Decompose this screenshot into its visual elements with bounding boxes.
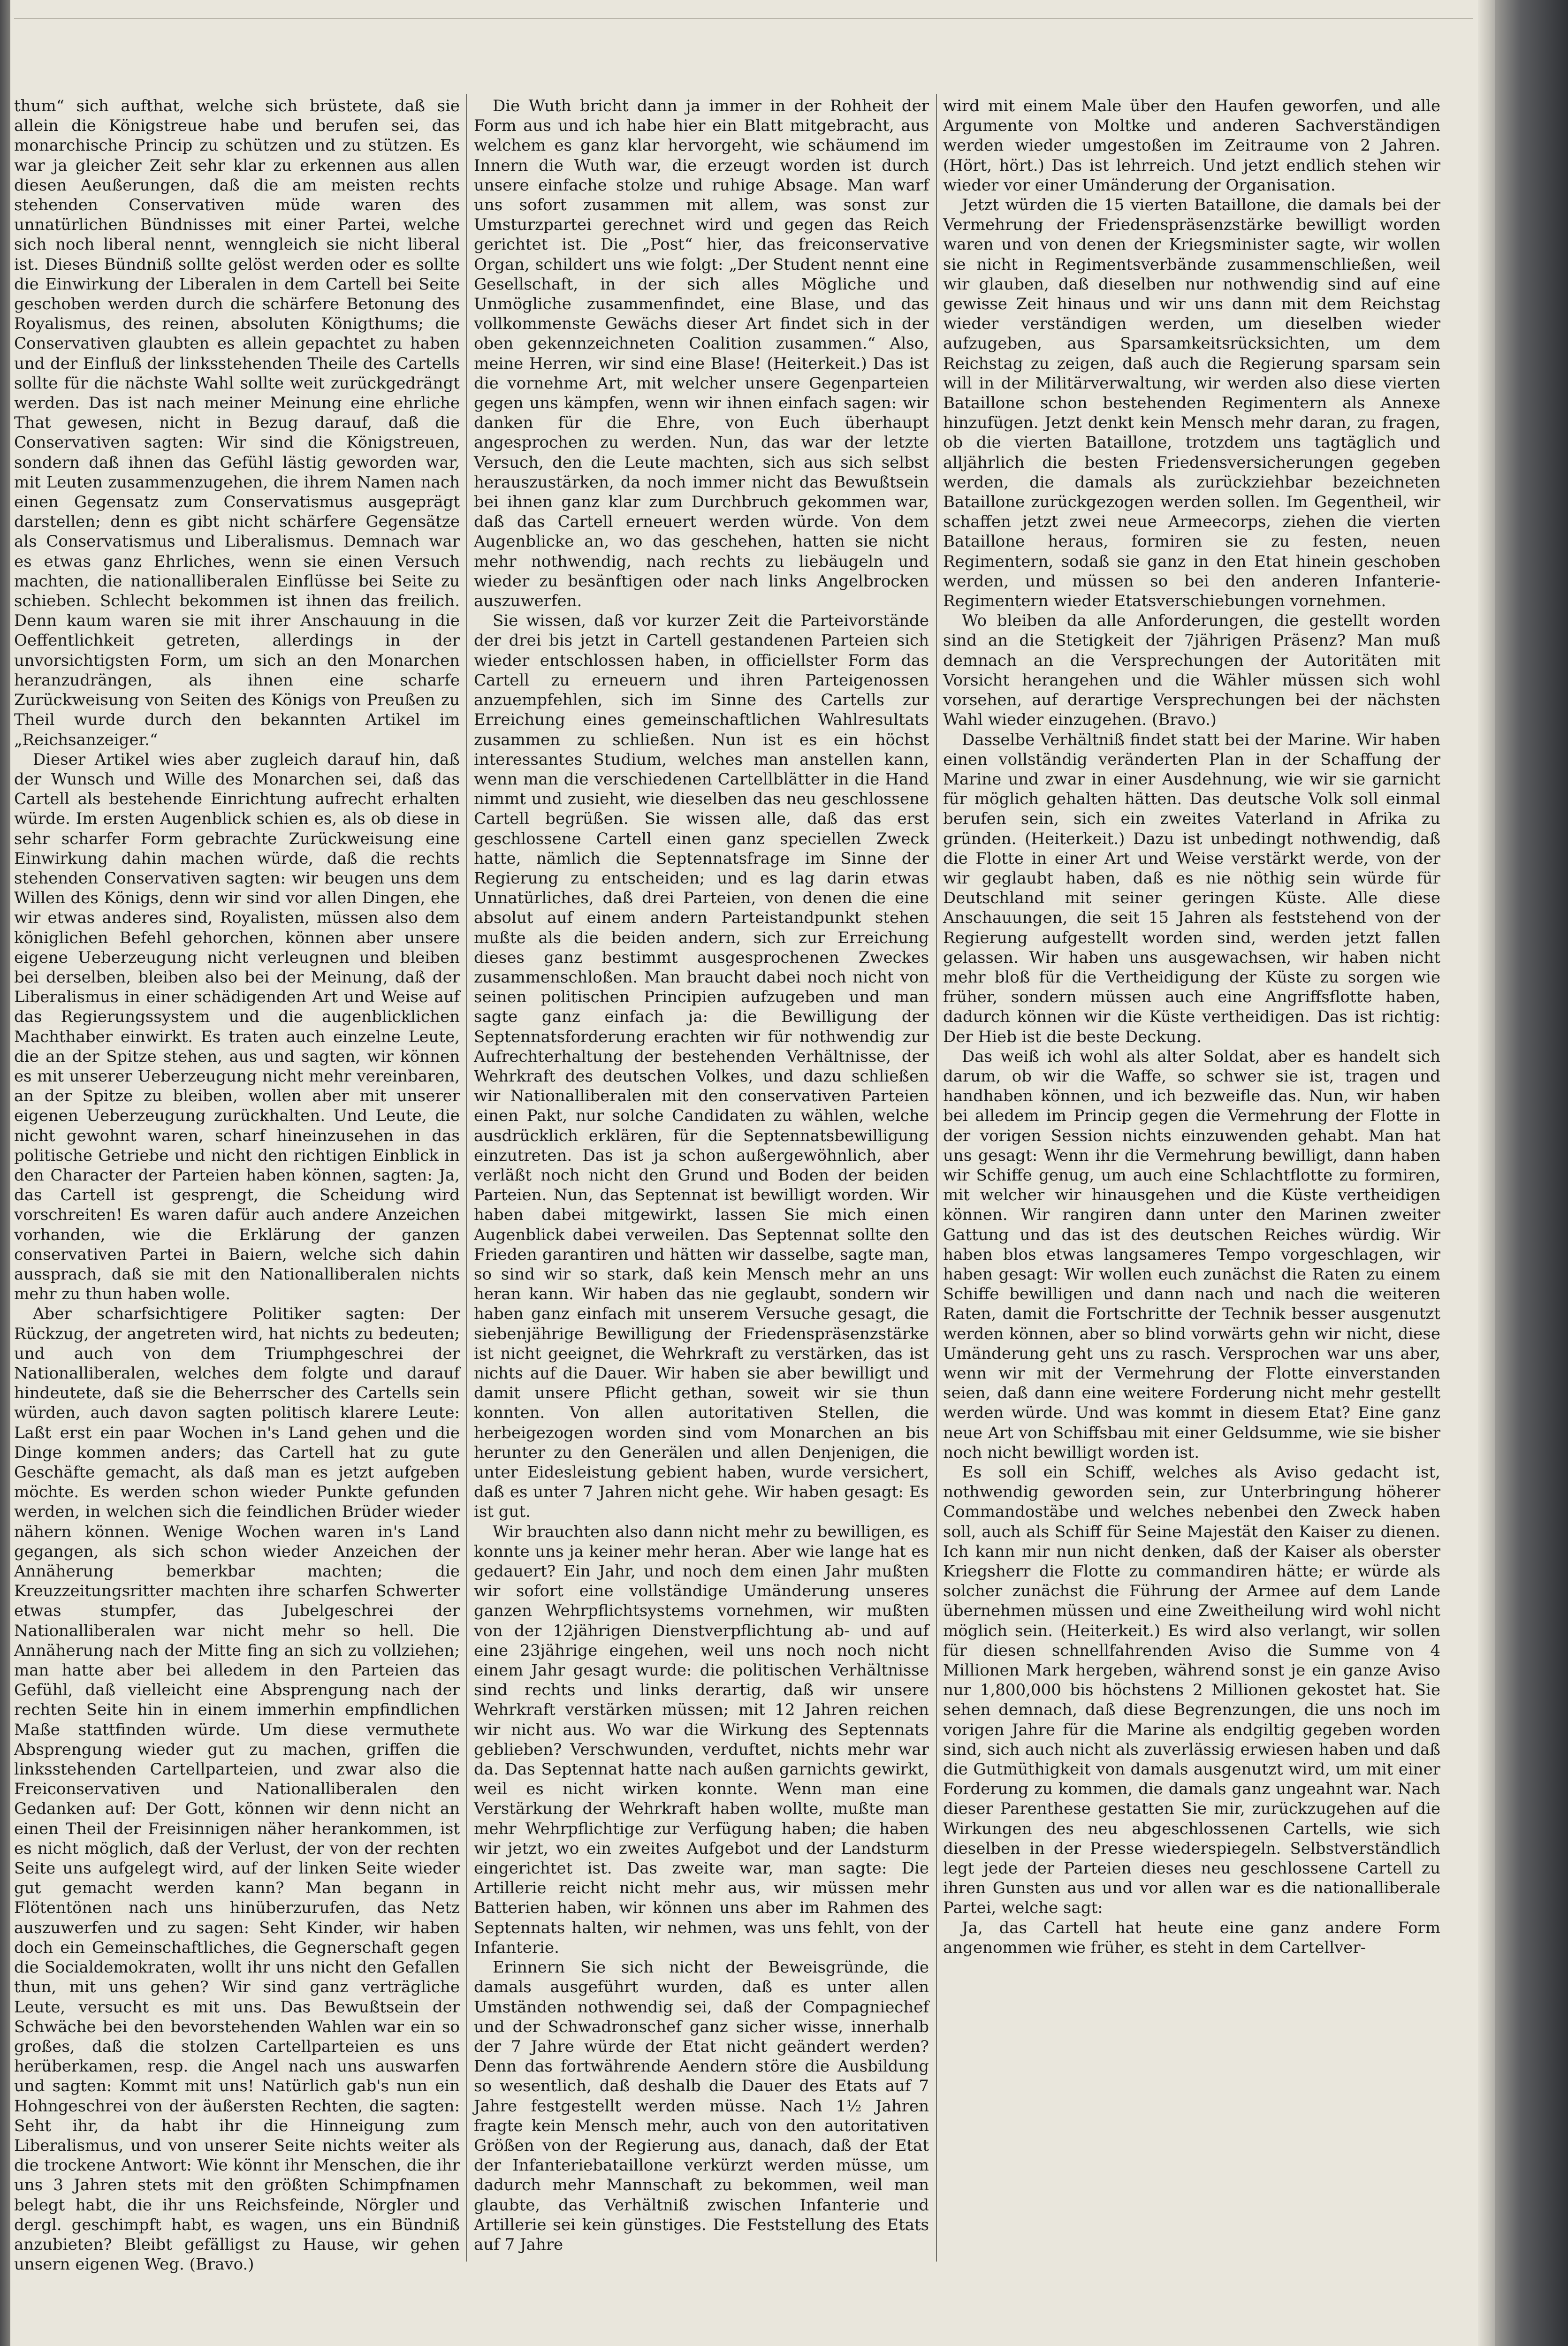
column-3-paragraph-7: Ja, das Cartell hat heute eine ganz andere Form angenommen wie früher, es steht in dem Cartellver- bbox=[943, 1918, 1440, 1957]
column-1-paragraph-1: thum“ sich aufthat, welche sich brüstete, daß sie allein die Königstreue habe und berufen sei, das monarchische Princip zu schützen und zu stützen. Es war ja gleicher Zeit sehr klar zu erkennen aus allen diesen Aeußerungen, daß die am meisten rechts stehenden Conservativen müde waren des unnatürlichen Bündnisses mit einer Partei, welche sich noch liberal nennt, wenngleich sie nicht liberal ist. Dieses Bündniß sollte gelöst werden oder es sollte die Einwirkung der Liberalen in dem Cartell bei Seite geschoben werden durch die schärfere Betonung des Royalismus, des reinen, absoluten Königthums; die Conservativen glaubten es allein gepachtet zu haben und der Einfluß der linksstehenden Theile des Cartells sollte für die nächste Wahl sollte weit zurückgedrängt werden. Das ist nach meiner Meinung eine ehrliche That gewesen, nicht in Bezug darauf, daß die Conservativen sagten: Wir sind die Königstreuen, sondern daß ihnen das Gefühl lästig geworden war, mit Leuten zusammenzugehen, die ihrem Namen nach einen Gegensatz zum Conservatismus ausgeprägt darstellen; denn es gibt nicht schärfere Gegensätze als Conservatismus und Liberalismus. Demnach war es etwas ganz Ehrliches, wenn sie einen Versuch machten, die nationalliberalen Einflüsse bei Seite zu schieben. Schlecht bekommen ist ihnen das freilich. Denn kaum waren sie mit ihrer Anschauung in die Oeffentlichkeit getreten, allerdings in der unvorsichtigsten Form, um sich an den Monarchen heranzudrängen, als ihnen eine scharfe Zurückweisung von Seiten des Königs von Preußen zu Theil wurde durch den bekannten Artikel im „Reichsanzeiger.“ bbox=[14, 97, 460, 749]
text-column-2 bbox=[474, 96, 929, 2255]
column-3-paragraph-2: Jetzt würden die 15 vierten Bataillone, die damals bei der Vermehrung der Friedenspräsenzstärke bewilligt worden waren und von denen der Kriegsminister sagte, wir wollen sie nicht in Regimentsverbände zusammenschließen, weil wir glauben, daß dieselben nur nothwendig sind auf eine gewisse Zeit hinaus und wir uns dann mit dem Reichstag wieder verständigen werden, um dieselben wieder aufzugeben, aus Sparsamkeitsrücksichten, um dem Reichstag zu zeigen, daß auch die Regierung sparsam sein will in der Militärverwaltung, wir werden also diese vierten Bataillone schon bestehenden Regimentern als Annexe hinzufügen. Jetzt denkt kein Mensch mehr daran, zu fragen, ob die vierten Bataillone, trotzdem uns tagtäglich und alljährlich die besten Friedensversicherungen gegeben werden, die damals als zurückziehbar bezeichneten Bataillone zurückgezogen werden sollen. Im Gegentheil, wir schaffen jetzt zwei neue Armeecorps, ziehen die vierten Bataillone heraus, formiren sie zu festen, neuen Regimentern, sodaß sie ganz in den Etat hinein geschoben werden, und müssen so bei den anderen Infanterie-Regimentern wieder Etatsverschiebungen vornehmen. bbox=[943, 196, 1440, 611]
column-3-paragraph-6: Es soll ein Schiff, welches als Aviso gedacht ist, nothwendig geworden sein, zur Unterbringung höherer Commandostäbe und welches nebenbei den Zweck haben soll, auch als Schiff für Seine Majestät den Kaiser zu dienen. Ich kann mir nun nicht denken, daß der Kaiser als oberster Kriegsherr die Flotte zu commandiren hätte; er würde als solcher zunächst die Führung der Armee auf dem Lande übernehmen müssen und eine Zweitheilung wird wohl nicht möglich sein. (Heiterkeit.) Es wird also verlangt, wir sollen für diesen schnellfahrenden Aviso die Summe von 4 Millionen Mark hergeben, während sonst je ein ganze Aviso nur 1,800,000 bis höchstens 2 Millionen gekostet hat. Sie sehen demnach, daß diese Begrenzungen, die uns noch im vorigen Jahre für die Marine als endgiltig gegeben worden sind, sich auch nicht als zuverlässig erwiesen haben und daß die Gutmüthigkeit von damals ausgenutzt wird, um mit einer Forderung zu kommen, die damals ganz ungeahnt war. Nach dieser Parenthese gestatten Sie mir, zurückzugehen auf die Wirkungen des neu abgeschlossenen Cartells, wie sich dieselben in der Presse wiederspiegeln. Selbstverständlich legt jede der Parteien dieses neu geschlossene Cartell zu ihren Gunsten aus und vor allen war es die nationalliberale Partei, welche sagt: bbox=[943, 1463, 1440, 1918]
header-rule bbox=[14, 18, 1473, 19]
column-2-paragraph-3: Wir brauchten also dann nicht mehr zu bewilligen, es konnte uns ja keiner mehr heran. Aber wie lange hat es gedauert? Ein Jahr, und noch dem einen Jahr mußten wir sofort eine vollständige Umänderung unseres ganzen Wehrpflichtsystems vornehmen, wir mußten von der 12jährigen Dienstverpflichtung ab- und auf eine 23jährige eingehen, weil uns noch noch nicht einem Jahr gesagt wurde: die politischen Verhältnisse sind rechts und links derartig, daß wir unsere Wehrkraft verstärken müssen; mit 12 Jahren reichen wir nicht aus. Wo war die Wirkung des Septennats geblieben? Verschwunden, verduftet, nichts mehr war da. Das Septennat hatte nach außen garnichts gewirkt, weil es nicht wirken konnte. Wenn man eine Verstärkung der Wehrkraft haben wollte, mußte man mehr Wehrpflichtige zur Verfügung haben; die haben wir jetzt, wo ein zweites Aufgebot und der Landsturm eingerichtet ist. Das zweite war, man sagte: Die Artillerie reicht nicht mehr aus, wir müssen mehr Batterien haben, wir können uns aber im Rahmen des Septennats halten, wir nehmen, was uns fehlt, von der Infanterie. bbox=[474, 1522, 929, 1957]
column-3-paragraph-3: Wo bleiben da alle Anforderungen, die gestellt worden sind an die Stetigkeit der 7jährigen Präsenz? Man muß demnach an die Versprechungen der Autoritäten mit Vorsicht herangehen und die Wähler müssen sich wohl vorsehen, auf derartige Versprechungen bei der nächsten Wahl wieder einzugehen. (Bravo.) bbox=[943, 611, 1440, 730]
text-column-3 bbox=[943, 96, 1440, 2255]
column-1-paragraph-2: Dieser Artikel wies aber zugleich darauf hin, daß der Wunsch und Wille des Monarchen sei, daß das Cartell als bestehende Einrichtung aufrecht erhalten würde. Im ersten Augenblick schien es, als ob diese in sehr scharfer Form gebrachte Zurückweisung eine Einwirkung dahin machen würde, daß die rechts stehenden Conservativen sagten: wir beugen uns dem Willen des Königs, denn wir sind vor allen Dingen, ehe wir etwas anderes sind, Royalisten, müssen also dem königlichen Befehl gehorchen, können aber unsere eigene Ueberzeugung nicht verleugnen und bleiben bei derselben, bleiben also bei der Meinung, daß der Liberalismus in einer schädigenden Art und Weise auf das Regierungssystem und die augenblicklichen Machthaber einwirkt. Es traten auch einzelne Leute, die an der Spitze stehen, aus und sagten, wir können es mit unserer Ueberzeugung nicht mehr vereinbaren, an der Spitze zu bleiben, wollen aber mit unserer eigenen Ueberzeugung zurückhalten. Und Leute, die nicht gewohnt waren, scharf hineinzusehen in das politische Getriebe und nicht den richtigen Einblick in den Character der Parteien haben können, sagten: Ja, das Cartell ist gesprengt, die Scheidung wird vorschreiten! Es waren dafür auch andere Anzeichen vorhanden, wie die Erklärung der ganzen conservativen Partei in Baiern, welche sich dahin aussprach, daß sie mit den Nationalliberalen nichts mehr zu thun haben wolle. bbox=[14, 750, 460, 1304]
column-2-paragraph-4: Erinnern Sie sich nicht der Beweisgründe, die damals ausgeführt wurden, daß es unter allen Umständen nothwendig sei, daß der Compagniechef und der Schwadronschef ganz sicher wisse, innerhalb der 7 Jahre würde der Etat nicht geändert werden? Denn das fortwährende Aendern störe die Ausbildung so wesentlich, daß deshalb die Dauer des Etats auf 7 Jahre festgestellt werden müsse. Nach 1½ Jahren fragte kein Mensch mehr, auch von den autoritativen Größen von der Regierung aus, danach, daß der Etat der Infanteriebataillone verkürzt werden müsse, um dadurch mehr Mannschaft zu bekommen, weil man glaubte, das Verhältniß zwischen Infanterie und Artillerie sei kein günstiges. Die Feststellung des Etats auf 7 Jahre bbox=[474, 1958, 929, 2254]
column-divider-2 bbox=[936, 94, 937, 2262]
column-2-paragraph-2: Sie wissen, daß vor kurzer Zeit die Parteivorstände der drei bis jetzt in Cartell gestandenen Parteien sich wieder entschlossen haben, in officiellster Form das Cartell zu erneuern und ihren Parteigenossen anzuempfehlen, sich im Sinne des Cartells zur Erreichung eines gemeinschaftlichen Wahlresultats zusammen zu schließen. Nun ist es ein höchst interessantes Studium, welches man anstellen kann, wenn man die verschiedenen Cartellblätter in die Hand nimmt und zusieht, wie dieselben das neu geschlossene Cartell begrüßen. Sie wissen alle, daß das erst geschlossene Cartell einen ganz speciellen Zweck hatte, nämlich die Septennatsfrage im Sinne der Regierung zu entscheiden; und es lag darin etwas Unnatürliches, daß drei Parteien, von denen die eine absolut auf einem andern Parteistandpunkt stehen mußte als die beiden andern, sich zur Erreichung dieses ganz bestimmt ausgesprochenen Zweckes zusammenschloßen. Man braucht dabei noch nicht von seinen politischen Principien aufzugeben und man sagte ganz einfach ja: die Bewilligung der Septennatsforderung erachten wir für nothwendig zur Aufrechterhaltung der bestehenden Verhältnisse, der Wehrkraft des deutschen Volkes, und dazu schließen wir Nationalliberalen mit den conservativen Parteien einen Pakt, nur solche Candidaten zu wählen, welche ausdrücklich erklären, für die Septennatsbewilligung einzutreten. Das ist ja schon außergewöhnlich, aber verläßt noch nicht den Grund und Boden der beiden Parteien. Nun, das Septennat ist bewilligt worden. Wir haben dabei mitgewirkt, lassen Sie mich einen Augenblick dabei verweilen. Das Septennat sollte den Frieden garantiren und hätten wir dasselbe, sagte man, so sind wir so stark, daß kein Mensch mehr an uns heran kann. Wir haben das nie geglaubt, sondern wir haben ganz einfach mit unserem Versuche gesagt, die siebenjährige Bewilligung der Friedenspräsenzstärke ist nicht geeignet, die Wehrkraft zu verstärken, das ist nichts auf die Dauer. Wir haben sie aber bewilligt und damit unsere Pflicht gethan, soweit wir sie thun konnten. Von allen autoritativen Stellen, die herbeigezogen worden sind vom Monarchen an bis herunter zu den Generälen und allen Denjenigen, die unter Eidesleistung gebient haben, wurde versichert, daß es unter 7 Jahren nicht gehe. Wir haben gesagt: Es ist gut. bbox=[474, 611, 929, 1522]
column-2-paragraph-1: Die Wuth bricht dann ja immer in der Rohheit der Form aus und ich habe hier ein Blatt mitgebracht, aus welchem es ganz klar hervorgeht, wie schäumend im Innern die Wuth war, die erzeugt worden ist durch unsere einfache stolze und ruhige Absage. Man warf uns sofort zusammen mit allem, was sonst zur Umsturzpartei gerechnet wird und gegen das Reich gerichtet ist. Die „Post“ hier, das freiconservative Organ, schildert uns wie folgt: „Der Student nennt eine Gesellschaft, in der sich alles Mögliche und Unmögliche zusammenfindet, eine Blase, und das vollkommenste Gewächs dieser Art findet sich in der oben gekennzeichneten Coalition zusammen.“ Also, meine Herren, wir sind eine Blase! (Heiterkeit.) Das ist die vornehme Art, mit welcher unsere Gegenparteien gegen uns kämpfen, wenn wir ihnen einfach sagen: wir danken für die Ehre, von Euch überhaupt angesprochen zu werden. Nun, das war der letzte Versuch, den die Leute machten, sich aus sich selbst herauszustärken, da noch immer nicht das Bewußtsein bei ihnen ganz klar zum Durchbruch gekommen war, daß das Cartell erneuert werden würde. Von dem Augenblicke an, wo das geschehen, hatten sie nicht mehr nothwendig, nach rechts zu liebäugeln und wieder zu besänftigen oder nach links Angelbrocken auszuwerfen. bbox=[474, 97, 929, 611]
page-edge bbox=[1478, 0, 1495, 2346]
column-3-paragraph-4: Dasselbe Verhältniß findet statt bei der Marine. Wir haben einen vollständig veränderten Plan in der Schaffung der Marine und zwar in einer Ausdehnung, wie wir sie garnicht für möglich gehalten hätten. Das deutsche Volk soll einmal berufen sein, sich ein zweites Vaterland in Afrika zu gründen. (Heiterkeit.) Dazu ist unbedingt nothwendig, daß die Flotte in einer Art und Weise verstärkt werde, von der wir geglaubt haben, daß es nie nöthig sein würde für Deutschland mit seiner geringen Küste. Alle diese Anschauungen, die seit 15 Jahren als feststehend von der Regierung aufgestellt worden sind, werden jetzt fallen gelassen. Wir haben uns ausgewachsen, wir haben nicht mehr bloß für die Vertheidigung der Küste zu sorgen wie früher, sondern müssen auch eine Angriffsflotte haben, dadurch können wir die Küste vertheidigen. Das ist richtig: Der Hieb ist die beste Deckung. bbox=[943, 730, 1440, 1046]
book-binding-shadow bbox=[1495, 0, 1568, 2346]
column-3-paragraph-1: wird mit einem Male über den Haufen geworfen, und alle Argumente von Moltke und anderen Sachverständigen werden wieder umgestoßen im Zeitraume von 2 Jahren. (Hört, hört.) Das ist lehrreich. Und jetzt endlich stehen wir wieder vor einer Umänderung der Organisation. bbox=[943, 97, 1440, 195]
column-3-paragraph-5: Das weiß ich wohl als alter Soldat, aber es handelt sich darum, ob wir die Waffe, so schwer sie ist, tragen und handhaben können, und ich bezweifle das. Nun, wir haben bei alledem im Princip gegen die Vermehrung der Flotte in der vorigen Session nichts einzuwenden gehabt. Man hat uns gesagt: Wenn ihr die Vermehrung bewilligt, dann haben wir Schiffe genug, um auch eine Schlachtflotte zu formiren, mit welcher wir hinausgehen und die Küste vertheidigen können. Wir rangiren dann unter den Marinen zweiter Gattung und das ist des deutschen Reiches würdig. Wir haben blos etwas langsameres Tempo vorgeschlagen, wir haben gesagt: Wir wollen euch zunächst die Raten zu einem Schiffe bewilligen und dann nach und nach die weiteren Raten, damit die Fortschritte der Technik besser ausgenutzt werden können, aber so blind vorwärts gehn wir nicht, diese Umänderung geht uns zu rasch. Versprochen war uns aber, wenn wir mit der Vermehrung der Flotte einverstanden seien, daß dann eine weitere Forderung nicht mehr gestellt werden würde. Und was kommt in diesem Etat? Eine ganz neue Art von Schiffsbau mit einer Geldsumme, wie sie bisher noch nicht bewilligt worden ist. bbox=[943, 1047, 1440, 1462]
text-column-1 bbox=[14, 96, 460, 2274]
previous-page-edge bbox=[0, 0, 10, 2346]
column-divider-1 bbox=[466, 94, 467, 2262]
column-1-paragraph-3: Aber scharfsichtigere Politiker sagten: Der Rückzug, der angetreten wird, hat nichts zu bedeuten; und auch von dem Triumphgeschrei der Nationalliberalen, welches dem folgte und darauf hindeutete, daß sie die Beherrscher des Cartells sein würden, auch davon sagten politisch klarere Leute: Laßt erst ein paar Wochen in's Land gehen und die Dinge kommen anders; das Cartell hat zu gute Geschäfte gemacht, als daß man es jetzt aufgeben möchte. Es werden schon wieder Punkte gefunden werden, in welchen sich die feindlichen Brüder wieder nähern können. Wenige Wochen waren in's Land gegangen, als sich schon wieder Anzeichen der Annäherung bemerkbar machten; die Kreuzzeitungsritter machten ihre scharfen Schwerter etwas stumpfer, das Jubelgeschrei der Nationalliberalen war nicht mehr so hell. Die Annäherung nach der Mitte fing an sich zu vollziehen; man hatte aber bei alledem in den Parteien das Gefühl, daß vielleicht eine Absprengung nach der rechten Seite hin in einem immerhin empfindlichen Maße stattfinden würde. Um diese vermuthete Absprengung wieder gut zu machen, griffen die linksstehenden Cartellparteien, und zwar also die Freiconservativen und Nationalliberalen den Gedanken auf: Der Gott, können wir denn nicht an einen Theil der Freisinnigen näher herankommen, ist es nicht möglich, daß der Verlust, der von der rechten Seite uns aufgelegt wird, auf der linken Seite wieder gut gemacht werden kann? Man begann in Flötentönen nach uns hinüberzurufen, das Netz auszuwerfen und zu sagen: Seht Kinder, wir haben doch ein Gemeinschaftliches, die Gegnerschaft gegen die Socialdemokraten, wollt ihr uns nicht den Gefallen thun, mit uns gehen? Wir sind ganz verträgliche Leute, versucht es mit uns. Das Bewußtsein der Schwäche bei den bevorstehenden Wahlen war ein so großes, daß die stolzen Cartellparteien es uns herüberkamen, resp. die Angel nach uns auswarfen und sagten: Kommt mit uns! Natürlich gab's nun ein Hohngeschrei von der äußersten Rechten, die sagten: Seht ihr, da habt ihr die Hinneigung zum Liberalismus, und von unserer Seite nichts weiter als die trockene Antwort: Wie könnt ihr Menschen, die ihr uns 3 Jahren stets mit den größten Schimpfnamen belegt habt, die ihr uns Reichsfeinde, Nörgler und dergl. geschimpft habt, es wagen, uns ein Bündniß anzubieten? Bleibt gefälligst zu Hause, wir gehen unsern eigenen Weg. (Bravo.) bbox=[14, 1304, 460, 2274]
